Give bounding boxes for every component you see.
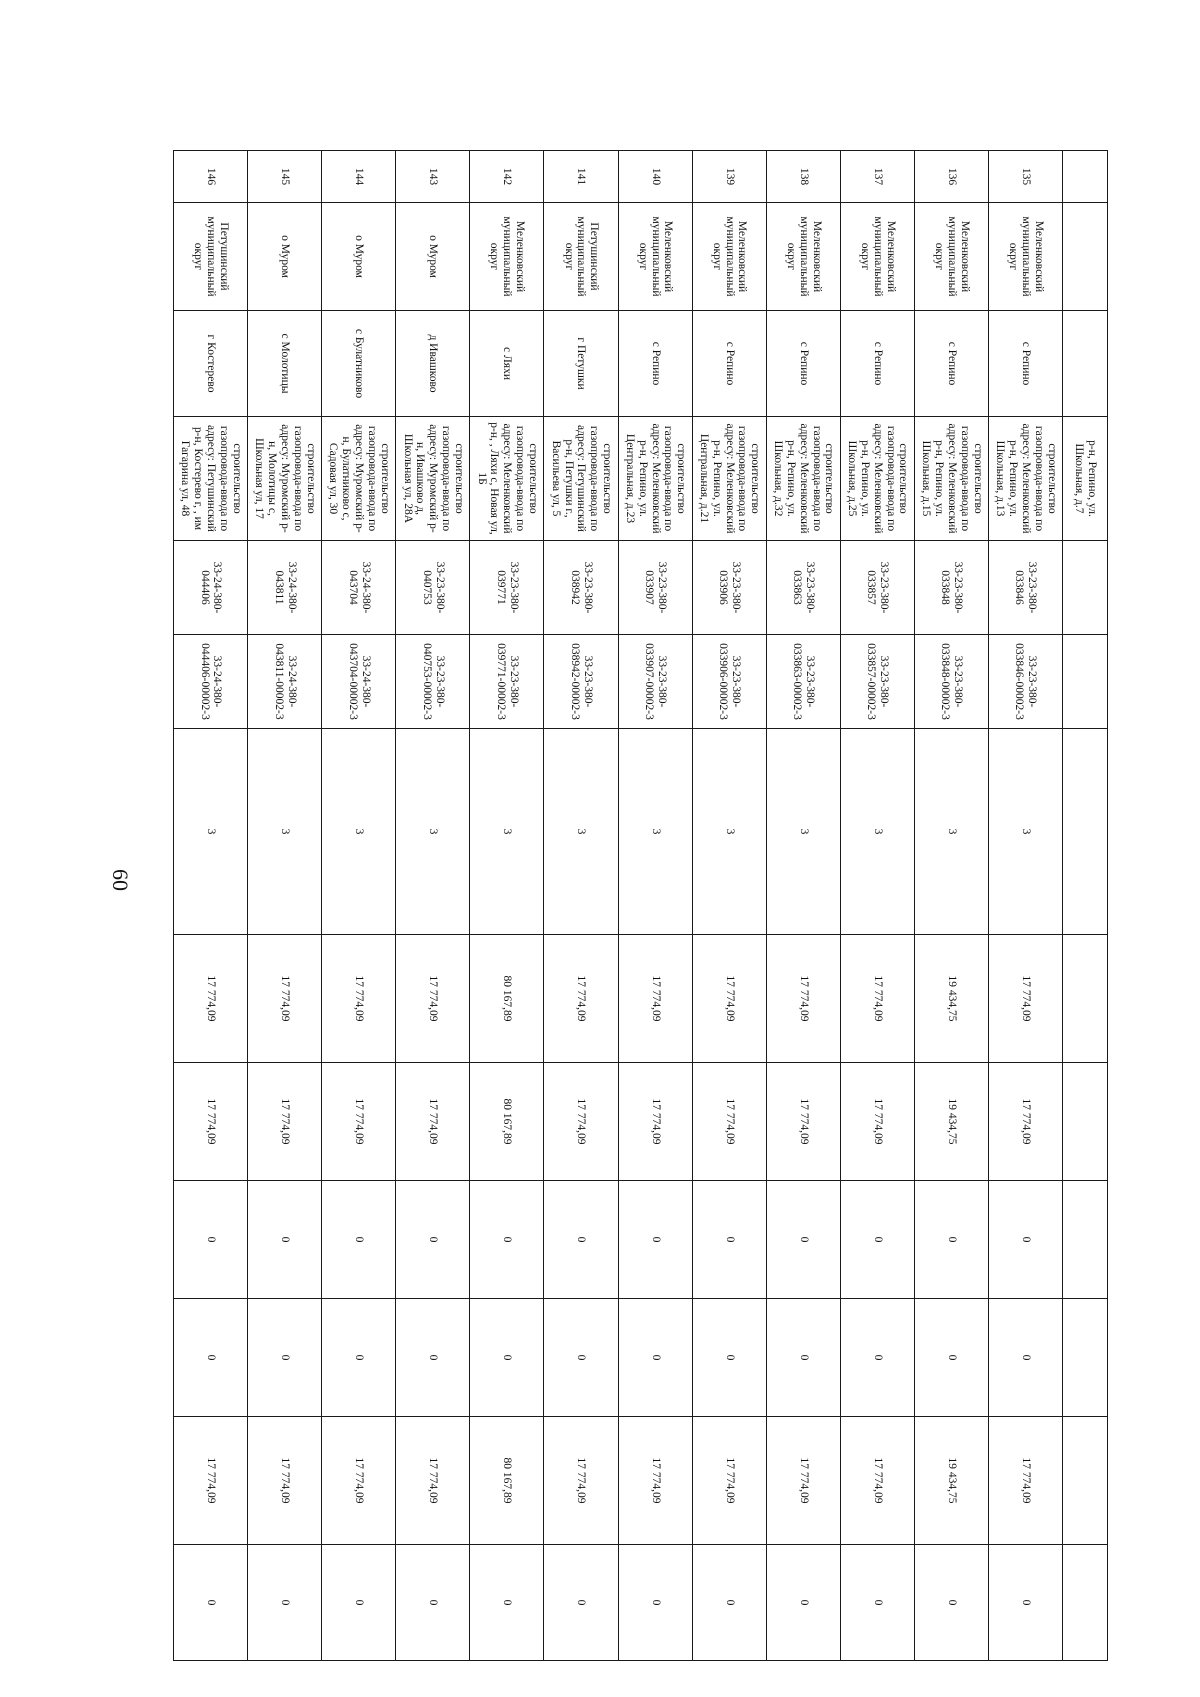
object-cell: строительство газопровода-ввода по адресу: Меленковский р-н, Репино, ул. Школьная, д.32 xyxy=(766,417,840,541)
amount-cell-6: 0 xyxy=(248,1545,322,1661)
amount-cell-4: 0 xyxy=(766,1299,840,1417)
amount-cell-5: 17 774,09 xyxy=(766,1417,840,1545)
application-number-cell: 33-24-380-043704 xyxy=(322,541,396,635)
contract-number-cell: 33-23-380-033857-00002-3 xyxy=(840,635,914,729)
amount-cell-4: 0 xyxy=(322,1299,396,1417)
amount-cell-4: 0 xyxy=(840,1299,914,1417)
object-cell: строительство газопровода-ввода по адресу: Меленковский р-н, Репино, ул. Школьная, д.15 xyxy=(914,417,988,541)
amount-cell-6: 0 xyxy=(766,1545,840,1661)
table-row xyxy=(840,151,914,1661)
category-cell: 3 xyxy=(766,729,840,935)
data-table xyxy=(173,150,1108,1661)
table-row xyxy=(618,151,692,1661)
category-cell: 3 xyxy=(544,729,618,935)
amount-cell-3: 0 xyxy=(174,1181,248,1299)
locality-cell: с Репино xyxy=(988,311,1062,417)
application-number-cell: 33-23-380-033846 xyxy=(988,541,1062,635)
application-number-cell: 33-23-380-033857 xyxy=(840,541,914,635)
category-cell: 3 xyxy=(840,729,914,935)
contract-number-cell: 33-23-380-033848-00002-3 xyxy=(914,635,988,729)
row-number: 141 xyxy=(544,151,618,203)
amount-cell-5: 17 774,09 xyxy=(692,1417,766,1545)
amount-cell-6: 0 xyxy=(174,1545,248,1661)
amount-cell-3: 0 xyxy=(396,1181,470,1299)
category-cell: 3 xyxy=(322,729,396,935)
amount-cell-3: 0 xyxy=(914,1181,988,1299)
application-number-cell: 33-23-380-040753 xyxy=(396,541,470,635)
locality-cell: с Булатниково xyxy=(322,311,396,417)
amount-cell-1: 17 774,09 xyxy=(248,935,322,1063)
district-cell: Меленковский муниципальный округ xyxy=(618,203,692,311)
amount-cell-1: 17 774,09 xyxy=(544,935,618,1063)
district-cell: Меленковский муниципальный округ xyxy=(470,203,544,311)
application-number-cell: 33-24-380-044406 xyxy=(174,541,248,635)
object-cell: строительство газопровода-ввода по адресу: Меленковский р-н, Репино, ул. Школьная, д.25 xyxy=(840,417,914,541)
district-cell: Меленковский муниципальный округ xyxy=(988,203,1062,311)
table-row xyxy=(766,151,840,1661)
object-cell: строительство газопровода-ввода по адресу: Меленковский р-н, Репино, ул. Центральная, д.23 xyxy=(618,417,692,541)
amount-cell-3: 0 xyxy=(988,1181,1062,1299)
amount-cell-1: 17 774,09 xyxy=(396,935,470,1063)
application-number-cell: 33-23-380-033863 xyxy=(766,541,840,635)
amount-cell-3: 0 xyxy=(840,1181,914,1299)
amount-cell-5: 17 774,09 xyxy=(174,1417,248,1545)
contract-number-cell: 33-24-380-043704-00002-3 xyxy=(322,635,396,729)
amount-cell-6: 0 xyxy=(470,1545,544,1661)
amount-cell-6: 0 xyxy=(396,1545,470,1661)
row-number: 137 xyxy=(840,151,914,203)
locality-cell: с Репино xyxy=(840,311,914,417)
amount-cell-5: 17 774,09 xyxy=(618,1417,692,1545)
table-row xyxy=(248,151,322,1661)
amount-cell-2: 17 774,09 xyxy=(692,1063,766,1181)
application-number-cell: 33-24-380-043811 xyxy=(248,541,322,635)
locality-cell: с Репино xyxy=(618,311,692,417)
amount-cell-5: 17 774,09 xyxy=(322,1417,396,1545)
amount-cell-4: 0 xyxy=(692,1299,766,1417)
locality-cell: с Молотицы xyxy=(248,311,322,417)
contract-number-cell: 33-23-380-033907-00002-3 xyxy=(618,635,692,729)
district-cell: Меленковский муниципальный округ xyxy=(840,203,914,311)
table-row xyxy=(914,151,988,1661)
district-cell: Меленковский муниципальный округ xyxy=(766,203,840,311)
object-cell: строительство газопровода-ввода по адресу: Меленковский р-н, Репино, ул. Школьная, д.13 xyxy=(988,417,1062,541)
table-row xyxy=(396,151,470,1661)
amount-cell-4: 0 xyxy=(914,1299,988,1417)
amount-cell-6: 0 xyxy=(914,1545,988,1661)
district-cell: Меленковский муниципальный округ xyxy=(692,203,766,311)
table-row xyxy=(692,151,766,1661)
amount-cell-1: 17 774,09 xyxy=(322,935,396,1063)
amount-cell-1: 80 167,89 xyxy=(470,935,544,1063)
application-number-cell: 33-23-380-038942 xyxy=(544,541,618,635)
district-cell: о Муром xyxy=(248,203,322,311)
district-cell: Петушинский муниципальный округ xyxy=(544,203,618,311)
locality-cell: с Репино xyxy=(766,311,840,417)
amount-cell-3: 0 xyxy=(470,1181,544,1299)
amount-cell-1: 17 774,09 xyxy=(692,935,766,1063)
amount-cell-1: 17 774,09 xyxy=(766,935,840,1063)
application-number-cell: 33-23-380-033848 xyxy=(914,541,988,635)
amount-cell-5: 17 774,09 xyxy=(396,1417,470,1545)
amount-cell-1: 17 774,09 xyxy=(618,935,692,1063)
row-number: 143 xyxy=(396,151,470,203)
amount-cell-3: 0 xyxy=(766,1181,840,1299)
amount-cell-5: 17 774,09 xyxy=(544,1417,618,1545)
amount-cell-5: 80 167,89 xyxy=(470,1417,544,1545)
amount-cell-6: 0 xyxy=(322,1545,396,1661)
table-row xyxy=(544,151,618,1661)
fragment-row xyxy=(1063,151,1108,1661)
row-number: 136 xyxy=(914,151,988,203)
contract-number-cell: 33-23-380-038942-00002-3 xyxy=(544,635,618,729)
amount-cell-6: 0 xyxy=(988,1545,1062,1661)
contract-number-cell: 33-24-380-044406-00002-3 xyxy=(174,635,248,729)
amount-cell-3: 0 xyxy=(618,1181,692,1299)
object-cell: строительство газопровода-ввода по адресу: Петушинский р-н, Костерево г, , им Гагарина ул, 48 xyxy=(174,417,248,541)
district-cell: о Муром xyxy=(322,203,396,311)
category-cell: 3 xyxy=(618,729,692,935)
locality-cell: с Репино xyxy=(692,311,766,417)
amount-cell-4: 0 xyxy=(174,1299,248,1417)
row-number: 140 xyxy=(618,151,692,203)
district-cell: Меленковский муниципальный округ xyxy=(914,203,988,311)
amount-cell-5: 17 774,09 xyxy=(988,1417,1062,1545)
amount-cell-1: 19 434,75 xyxy=(914,935,988,1063)
district-cell: Петушинский муниципальный округ xyxy=(174,203,248,311)
table-row xyxy=(470,151,544,1661)
amount-cell-6: 0 xyxy=(618,1545,692,1661)
locality-cell: г Костерево xyxy=(174,311,248,417)
contract-number-cell: 33-23-380-039771-00002-3 xyxy=(470,635,544,729)
row-number: 139 xyxy=(692,151,766,203)
amount-cell-6: 0 xyxy=(692,1545,766,1661)
locality-cell: с Ляхи xyxy=(470,311,544,417)
amount-cell-1: 17 774,09 xyxy=(988,935,1062,1063)
contract-number-cell: 33-23-380-033906-00002-3 xyxy=(692,635,766,729)
category-cell: 3 xyxy=(914,729,988,935)
category-cell: 3 xyxy=(396,729,470,935)
row-number: 146 xyxy=(174,151,248,203)
contract-number-cell: 33-23-380-033846-00002-3 xyxy=(988,635,1062,729)
table-row xyxy=(322,151,396,1661)
fragment-address: р-н, Репино, ул. Школьная, д.7 xyxy=(1063,417,1108,541)
district-cell: о Муром xyxy=(396,203,470,311)
amount-cell-4: 0 xyxy=(544,1299,618,1417)
application-number-cell: 33-23-380-033907 xyxy=(618,541,692,635)
object-cell: строительство газопровода-ввода по адресу: Меленковский р-н, Репино, ул. Центральная, д.21 xyxy=(692,417,766,541)
table-wrapper xyxy=(173,150,1108,1660)
amount-cell-2: 17 774,09 xyxy=(322,1063,396,1181)
amount-cell-6: 0 xyxy=(840,1545,914,1661)
amount-cell-6: 0 xyxy=(544,1545,618,1661)
amount-cell-2: 19 434,75 xyxy=(914,1063,988,1181)
category-cell: 3 xyxy=(988,729,1062,935)
category-cell: 3 xyxy=(174,729,248,935)
amount-cell-2: 80 167,89 xyxy=(470,1063,544,1181)
amount-cell-2: 17 774,09 xyxy=(174,1063,248,1181)
contract-number-cell: 33-24-380-043811-00002-3 xyxy=(248,635,322,729)
amount-cell-2: 17 774,09 xyxy=(248,1063,322,1181)
object-cell: строительство газопровода-ввода по адресу: Муромский р-н, Ивашково д, Школьная ул, 28А xyxy=(396,417,470,541)
amount-cell-5: 17 774,09 xyxy=(248,1417,322,1545)
amount-cell-2: 17 774,09 xyxy=(618,1063,692,1181)
locality-cell: г Петушки xyxy=(544,311,618,417)
amount-cell-4: 0 xyxy=(396,1299,470,1417)
category-cell: 3 xyxy=(248,729,322,935)
amount-cell-5: 17 774,09 xyxy=(840,1417,914,1545)
row-number: 138 xyxy=(766,151,840,203)
amount-cell-3: 0 xyxy=(544,1181,618,1299)
category-cell: 3 xyxy=(470,729,544,935)
amount-cell-2: 17 774,09 xyxy=(988,1063,1062,1181)
application-number-cell: 33-23-380-039771 xyxy=(470,541,544,635)
amount-cell-4: 0 xyxy=(470,1299,544,1417)
amount-cell-3: 0 xyxy=(692,1181,766,1299)
application-number-cell: 33-23-380-033906 xyxy=(692,541,766,635)
amount-cell-4: 0 xyxy=(618,1299,692,1417)
object-cell: строительство газопровода-ввода по адресу: Муромский р-н, Булатниково с, Садовая ул, 30 xyxy=(322,417,396,541)
amount-cell-3: 0 xyxy=(248,1181,322,1299)
object-cell: строительство газопровода-ввода по адресу: Петушинский р-н, Петушки г., Васильева ул, 5 xyxy=(544,417,618,541)
amount-cell-1: 17 774,09 xyxy=(174,935,248,1063)
amount-cell-3: 0 xyxy=(322,1181,396,1299)
amount-cell-2: 17 774,09 xyxy=(766,1063,840,1181)
row-number: 144 xyxy=(322,151,396,203)
amount-cell-1: 17 774,09 xyxy=(840,935,914,1063)
locality-cell: с Репино xyxy=(914,311,988,417)
amount-cell-4: 0 xyxy=(988,1299,1062,1417)
row-number: 142 xyxy=(470,151,544,203)
row-number: 145 xyxy=(248,151,322,203)
contract-number-cell: 33-23-380-033863-00002-3 xyxy=(766,635,840,729)
amount-cell-2: 17 774,09 xyxy=(544,1063,618,1181)
category-cell: 3 xyxy=(692,729,766,935)
amount-cell-5: 19 434,75 xyxy=(914,1417,988,1545)
amount-cell-2: 17 774,09 xyxy=(840,1063,914,1181)
object-cell: строительство газопровода-ввода по адресу: Меленковский р-н, , Ляхи с, Новая ул, 1Б xyxy=(470,417,544,541)
amount-cell-4: 0 xyxy=(248,1299,322,1417)
amount-cell-2: 17 774,09 xyxy=(396,1063,470,1181)
contract-number-cell: 33-23-380-040753-00002-3 xyxy=(396,635,470,729)
table-row xyxy=(988,151,1062,1661)
page-number: 60 xyxy=(108,869,133,891)
row-number: 135 xyxy=(988,151,1062,203)
object-cell: строительство газопровода-ввода по адресу: Муромский р-н, Молотицы с, Школьная ул, 17 xyxy=(248,417,322,541)
table-row xyxy=(174,151,248,1661)
locality-cell: д Ивашково xyxy=(396,311,470,417)
